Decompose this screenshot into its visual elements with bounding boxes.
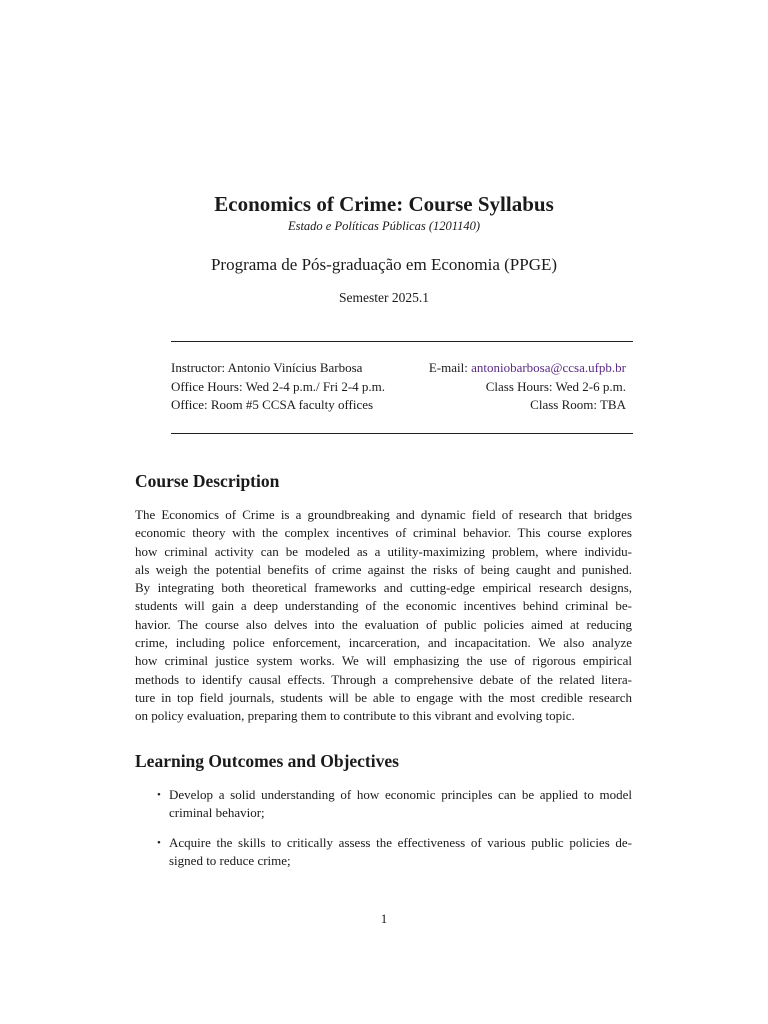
course-description-text: [135, 506, 632, 726]
top-divider: [171, 341, 633, 342]
instructor: Instructor: Antonio Vinícius Barbosa: [171, 360, 363, 375]
email-label: E-mail:: [428, 360, 472, 375]
page-number: 1: [380, 911, 388, 926]
document-title: Economics of Crime: Course Syllabus: [214, 192, 554, 216]
paragraph-line: ture in top field journals, students will be able to engage with the most credible research: [135, 689, 632, 705]
list-item-line: Acquire the skills to critically assess the effectiveness of various public policies de-: [169, 834, 632, 850]
list-item: [135, 834, 632, 871]
list-item-line: Develop a solid understanding of how economic principles can be applied to model: [169, 787, 632, 802]
course-subtitle: Estado e Políticas Públicas (1201140): [287, 219, 481, 233]
info-row-1: [171, 359, 626, 378]
bottom-divider: [171, 433, 633, 434]
bullet-icon: •: [157, 836, 161, 849]
program-name: Programa de Pós-graduação em Economia (PPGE): [210, 255, 558, 274]
paragraph-line: how criminal activity can be modeled as a utility-maximizing problem, where individu-: [135, 543, 632, 559]
list-item-line: criminal behavior;: [169, 805, 265, 821]
learning-outcomes-heading: Learning Outcomes and Objectives: [135, 751, 399, 771]
course-info-block: [171, 359, 626, 415]
paragraph-line: economic theory with the complex incentives of criminal behavior. This course explores: [135, 525, 632, 541]
learning-outcomes-list: [135, 786, 632, 881]
email-link[interactable]: antoniobarbosa@ccsa.ufpb.br: [471, 360, 626, 375]
paragraph-line: methods to identify causal effects. Through a comprehensive debate of the related litera-: [135, 671, 632, 687]
paragraph-line: how criminal justice system works. We will emphasizing the use of rigorous empirical: [135, 653, 632, 669]
course-description-heading: Course Description: [135, 471, 280, 491]
list-item: [135, 786, 632, 823]
list-item-line: signed to reduce crime;: [169, 852, 291, 868]
office-hours: Office Hours: Wed 2-4 p.m./ Fri 2-4 p.m.: [171, 378, 386, 394]
paragraph-line: als weigh the potential benefits of crime against the risks of being caught and punished.: [135, 561, 632, 577]
email-line: [429, 359, 626, 378]
class-hours: Class Hours: Wed 2-6 p.m.: [485, 378, 626, 394]
office: Office: Room #5 CCSA faculty offices: [171, 397, 374, 412]
paragraph-line: The Economics of Crime is a groundbreaking and dynamic field of research that bridges: [135, 507, 632, 522]
paragraph-line: on policy evaluation, preparing them to contribute to this vibrant and evolving topic.: [135, 708, 575, 724]
info-row-3: [171, 396, 626, 415]
semester: Semester 2025.1: [339, 290, 429, 305]
paragraph-line: havior. The course also delves into the evaluation of public policies aimed at reducing: [135, 616, 632, 632]
class-room: Class Room: TBA: [530, 397, 626, 412]
bullet-icon: •: [157, 789, 161, 801]
paragraph-line: crime, including police enforcement, incarceration, and incapacitation. We also analyze: [135, 635, 632, 651]
info-row-2: [171, 378, 626, 397]
paragraph-line: students will gain a deep understanding of the economic incentives behind criminal be-: [135, 598, 632, 614]
paragraph-line: By integrating both theoretical frameworks and cutting-edge empirical research designs,: [135, 580, 632, 596]
